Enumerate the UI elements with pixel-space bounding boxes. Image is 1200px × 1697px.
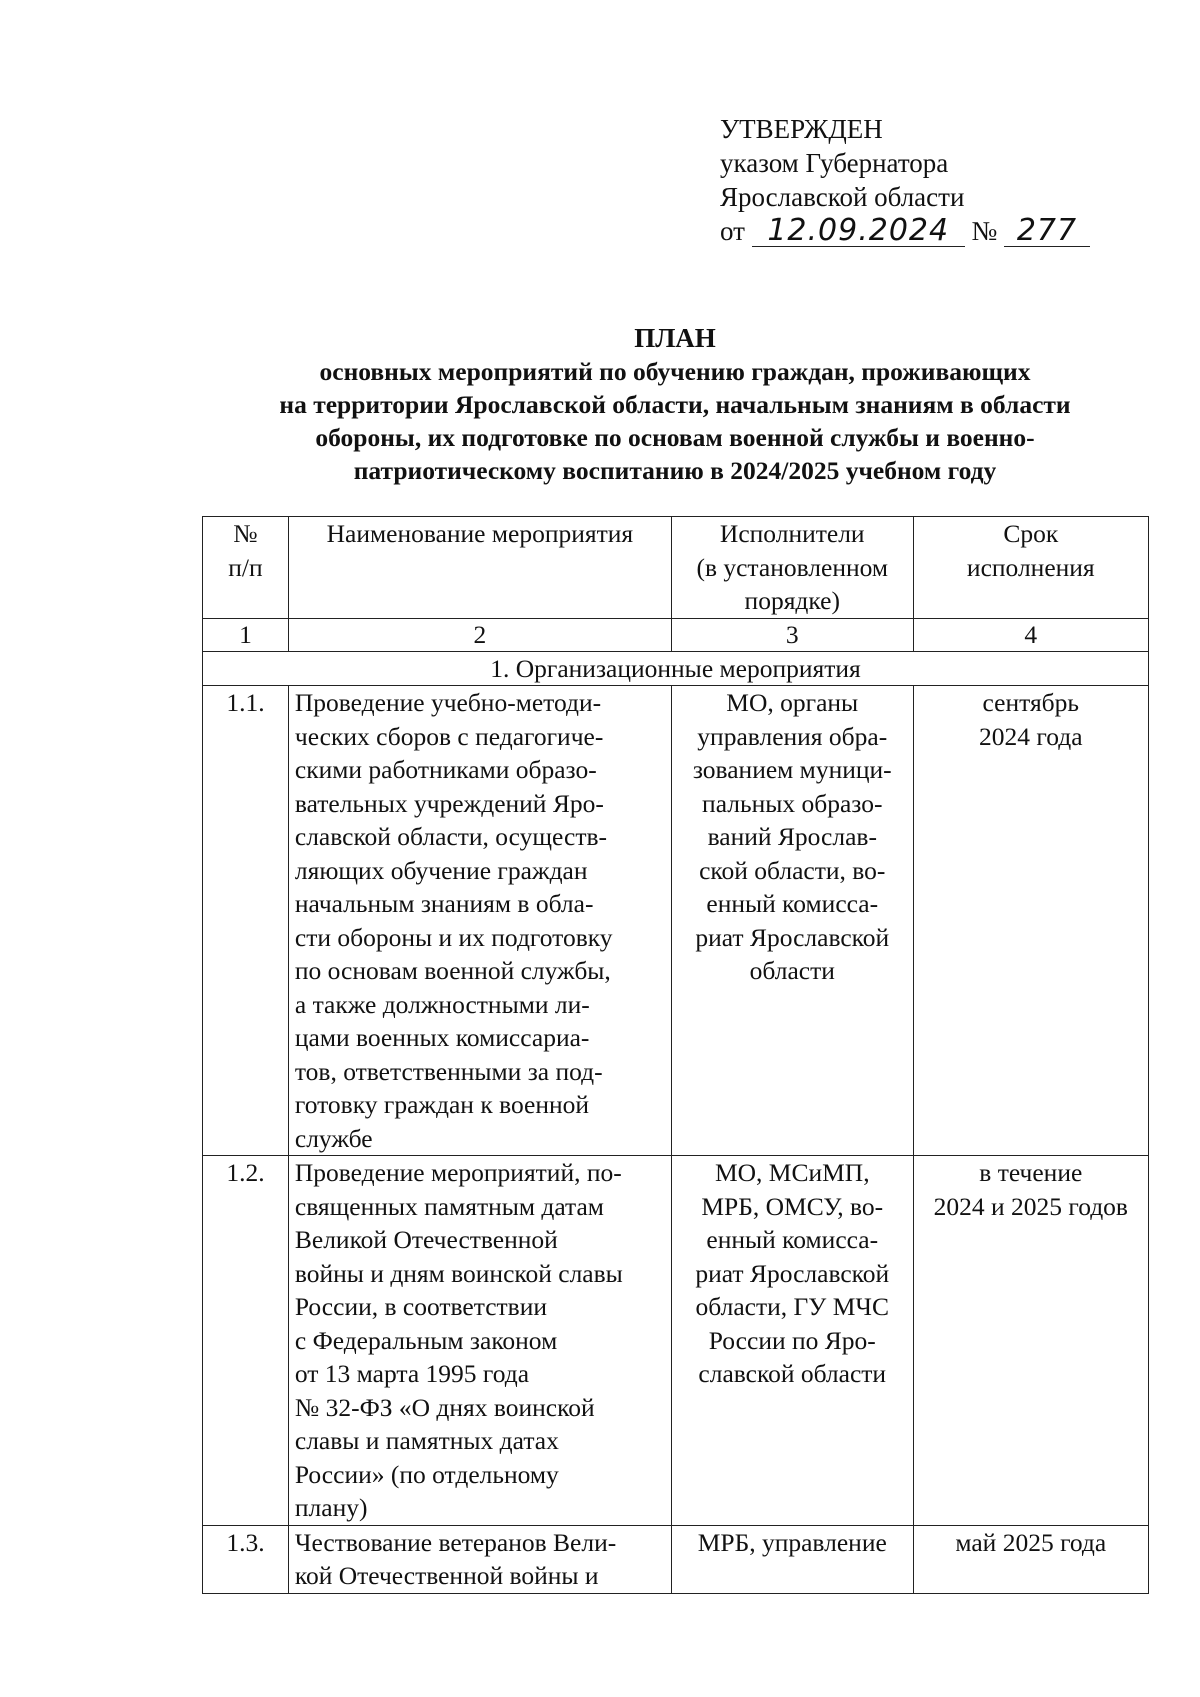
cell-line: ческих сборов с педагогиче- <box>294 721 604 751</box>
cell-line: скими работниками образо- <box>294 755 597 784</box>
plan-heading <box>200 322 1150 487</box>
cell-line: а также должностными ли- <box>294 989 590 1019</box>
row-number: 1.2. <box>203 1156 289 1526</box>
cell-line: России, в соответствии <box>294 1292 547 1321</box>
cell-line: плану) <box>294 1493 368 1522</box>
cell-line: Проведение мероприятий, по- <box>294 1158 622 1187</box>
cell-line: енный комисса- <box>706 889 879 918</box>
row-number: 1.1. <box>203 686 289 1156</box>
plan-subtitle-line: основных мероприятий по обучению граждан, проживающих <box>319 357 1031 386</box>
cell-line: риат Ярославской <box>695 1258 890 1288</box>
header-text: Исполнители <box>719 519 865 548</box>
cell-line: № 32-ФЗ «О днях воинской <box>294 1392 595 1422</box>
cell-line: в течение <box>979 1158 1083 1187</box>
header-text: (в установленном <box>696 552 889 582</box>
table-row <box>203 686 1149 1156</box>
header-text: исполнения <box>966 552 1095 582</box>
cell-line: начальным знаниям в обла- <box>294 889 594 918</box>
header-text: Срок <box>1003 519 1059 548</box>
cell-line: зованием муници- <box>692 755 892 784</box>
cell-line: от 13 марта 1995 года <box>294 1359 530 1388</box>
cell-line: вательных учреждений Яро- <box>294 788 604 818</box>
deadline-cell <box>913 1525 1148 1593</box>
approval-date-line <box>720 214 1090 248</box>
cell-line: России» (по отдельному <box>294 1459 559 1489</box>
executors-cell <box>671 686 913 1156</box>
cell-line: по основам военной службы, <box>294 956 611 985</box>
cell-line: области <box>749 956 835 985</box>
approval-line-decree: указом Губернатора <box>720 148 949 178</box>
section-title: 1. Организационные мероприятия <box>203 651 1149 686</box>
cell-line: Проведение учебно-методи- <box>294 688 602 717</box>
cell-line: сентябрь <box>982 688 1080 717</box>
approval-block <box>720 112 1090 248</box>
cell-line: славской области, осуществ- <box>294 822 608 851</box>
approval-line-region: Ярославской области <box>720 182 965 212</box>
approval-title: УТВЕРЖДЕН <box>720 114 883 144</box>
cell-line: МО, МСиМП, <box>714 1158 870 1187</box>
cell-line: май 2025 года <box>955 1527 1107 1557</box>
executors-cell <box>671 1525 913 1593</box>
from-label: от <box>720 216 745 246</box>
cell-line: войны и дням воинской славы <box>294 1258 623 1288</box>
cell-line: енный комисса- <box>706 1225 879 1254</box>
header-text: № <box>233 519 258 548</box>
cell-line: славской области <box>698 1359 887 1388</box>
handwritten-number: 277 <box>1004 216 1090 247</box>
handwritten-date: 12.09.2024 <box>752 216 965 247</box>
cell-line: ской области, во- <box>699 855 886 885</box>
cell-line: Великой Отечественной <box>294 1225 558 1254</box>
cell-line: Чествование ветеранов Вели- <box>294 1527 617 1557</box>
section-row <box>203 651 1149 686</box>
cell-line: ваний Ярослав- <box>707 822 877 851</box>
event-name-cell <box>288 686 671 1156</box>
header-text: порядке) <box>744 586 840 615</box>
row-number: 1.3. <box>203 1525 289 1593</box>
cell-line: славы и памятных датах <box>294 1426 559 1455</box>
cell-line: службе <box>294 1123 373 1153</box>
number-label: № <box>971 216 998 246</box>
cell-line: священных памятным датам <box>294 1191 604 1221</box>
cell-line: кой Отечественной войны и <box>294 1561 599 1590</box>
table-row <box>203 1525 1149 1593</box>
cell-line: 2024 года <box>979 721 1083 751</box>
header-executors <box>671 517 913 619</box>
event-name-cell <box>288 1525 671 1593</box>
cell-line: риат Ярославской <box>695 922 890 952</box>
column-number: 3 <box>671 618 913 651</box>
deadline-cell <box>913 686 1148 1156</box>
cell-line: МРБ, управление <box>697 1527 887 1557</box>
cell-line: МО, органы <box>726 688 859 717</box>
table-row <box>203 1156 1149 1526</box>
plan-subtitle-line: обороны, их подготовке по основам военной службы и военно- <box>315 423 1035 452</box>
table-header-row <box>203 517 1149 619</box>
cell-line: ляющих обучение граждан <box>294 855 588 885</box>
cell-line: России по Яро- <box>708 1325 876 1355</box>
plan-title: ПЛАН <box>634 323 716 353</box>
header-text: Наименование мероприятия <box>326 519 634 548</box>
event-name-cell <box>288 1156 671 1526</box>
plan-table <box>202 516 1149 1594</box>
cell-line: МРБ, ОМСУ, во- <box>701 1191 884 1221</box>
cell-line: 2024 и 2025 годов <box>933 1191 1128 1221</box>
cell-line: тов, ответственными за под- <box>294 1056 603 1086</box>
cell-line: сти обороны и их подготовку <box>294 922 613 952</box>
header-deadline <box>913 517 1148 619</box>
plan-subtitle-line: патриотическому воспитанию в 2024/2025 учебном году <box>353 456 997 485</box>
header-number <box>203 517 289 619</box>
cell-line: пальных образо- <box>702 788 883 818</box>
header-text: п/п <box>228 552 263 582</box>
cell-line: готовку граждан к военной <box>294 1090 590 1119</box>
column-number: 1 <box>203 618 289 651</box>
cell-line: управления обра- <box>697 721 888 751</box>
cell-line: области, ГУ МЧС <box>695 1292 889 1321</box>
cell-line: с Федеральным законом <box>294 1325 558 1355</box>
column-number: 2 <box>288 618 671 651</box>
deadline-cell <box>913 1156 1148 1526</box>
header-event-name <box>288 517 671 619</box>
executors-cell <box>671 1156 913 1526</box>
column-number: 4 <box>913 618 1148 651</box>
plan-subtitle-line: на территории Ярославской области, начальным знаниям в области <box>279 390 1071 419</box>
column-number-row <box>203 618 1149 651</box>
cell-line: цами военных комиссариа- <box>294 1023 590 1052</box>
